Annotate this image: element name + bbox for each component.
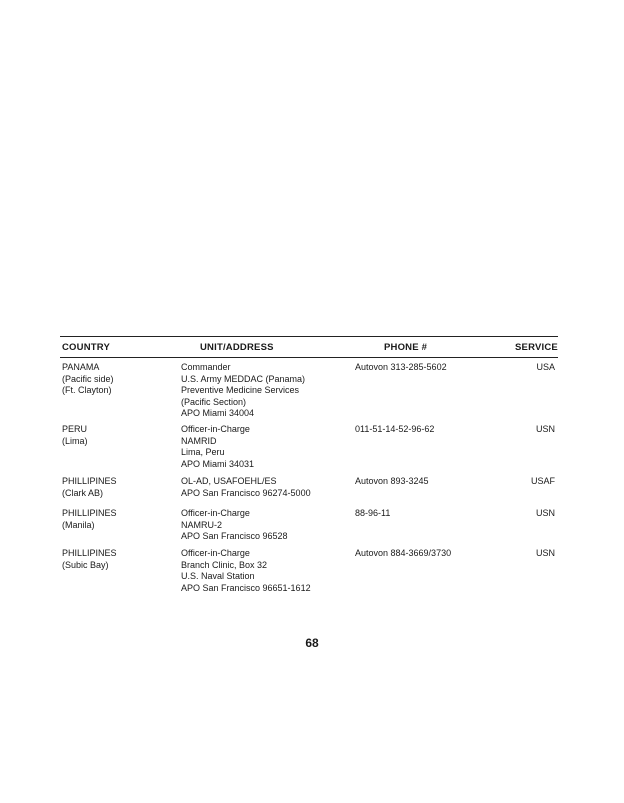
phone-cell: 88-96-11 (355, 508, 391, 518)
phone-cell: Autovon 313-285-5602 (355, 362, 447, 372)
address-line: Commander (181, 362, 231, 372)
country-detail: (Pacific side) (62, 373, 114, 384)
address-line: Preventive Medicine Services (181, 385, 300, 395)
country-detail: (Ft. Clayton) (62, 385, 112, 395)
address-line: Officer-in-Charge (181, 508, 250, 518)
table-top-rule (60, 336, 558, 337)
address-cell (181, 508, 351, 543)
service-cell: USAF (530, 476, 555, 486)
address-line: APO San Francisco 96274-5000 (181, 487, 311, 498)
country-detail: (Clark AB) (62, 487, 104, 498)
country-name: PANAMA (62, 362, 100, 372)
country-name: PHILLIPINES (62, 548, 117, 558)
address-line: Officer-in-Charge (181, 424, 250, 434)
country-cell (62, 362, 177, 397)
address-line: (Pacific Section) (181, 396, 247, 407)
address-line: APO San Francisco 96528 (181, 531, 288, 541)
address-line: Officer-in-Charge (181, 548, 250, 558)
country-detail: (Lima) (62, 435, 88, 446)
phone-cell: Autovon 893-3245 (355, 476, 429, 486)
address-line: APO Miami 34031 (181, 458, 255, 469)
country-detail: (Subic Bay) (62, 559, 109, 570)
country-detail: (Manila) (62, 519, 95, 530)
country-cell (62, 508, 177, 531)
service-cell: USA (536, 362, 555, 372)
address-line: APO Miami 34004 (181, 408, 255, 418)
country-name: PERU (62, 424, 88, 434)
address-line: OL-AD, USAFOEHL/ES (181, 476, 277, 486)
country-cell (62, 424, 177, 447)
address-cell (181, 424, 351, 470)
address-line: U.S. Army MEDDAC (Panama) (181, 373, 306, 384)
address-line: APO San Francisco 96651-1612 (181, 582, 311, 593)
address-line: NAMRID (181, 435, 217, 446)
service-cell: USN (535, 508, 555, 518)
address-line: Lima, Peru (181, 447, 225, 457)
service-cell: USN (535, 424, 555, 434)
phone-cell: 011-51-14-52-96-62 (355, 424, 435, 434)
service-cell: USN (535, 548, 555, 558)
country-name: PHILLIPINES (62, 508, 117, 518)
address-cell (181, 362, 351, 420)
page-number: 68 (305, 636, 319, 650)
header-phone: PHONE # (384, 342, 428, 353)
phone-cell: Autovon 884-3669/3730 (355, 548, 452, 558)
country-cell (62, 476, 177, 499)
address-line: Branch Clinic, Box 32 (181, 559, 268, 570)
address-cell (181, 476, 351, 499)
table-header (0, 340, 624, 356)
header-unit-address: UNIT/ADDRESS (200, 342, 274, 353)
country-name: PHILLIPINES (62, 476, 117, 486)
header-service: SERVICE (515, 342, 558, 353)
header-country: COUNTRY (62, 342, 111, 353)
country-cell (62, 548, 177, 571)
address-line: NAMRU-2 (181, 519, 223, 530)
address-line: U.S. Naval Station (181, 571, 255, 581)
address-cell (181, 548, 351, 594)
table-header-rule (60, 357, 558, 358)
